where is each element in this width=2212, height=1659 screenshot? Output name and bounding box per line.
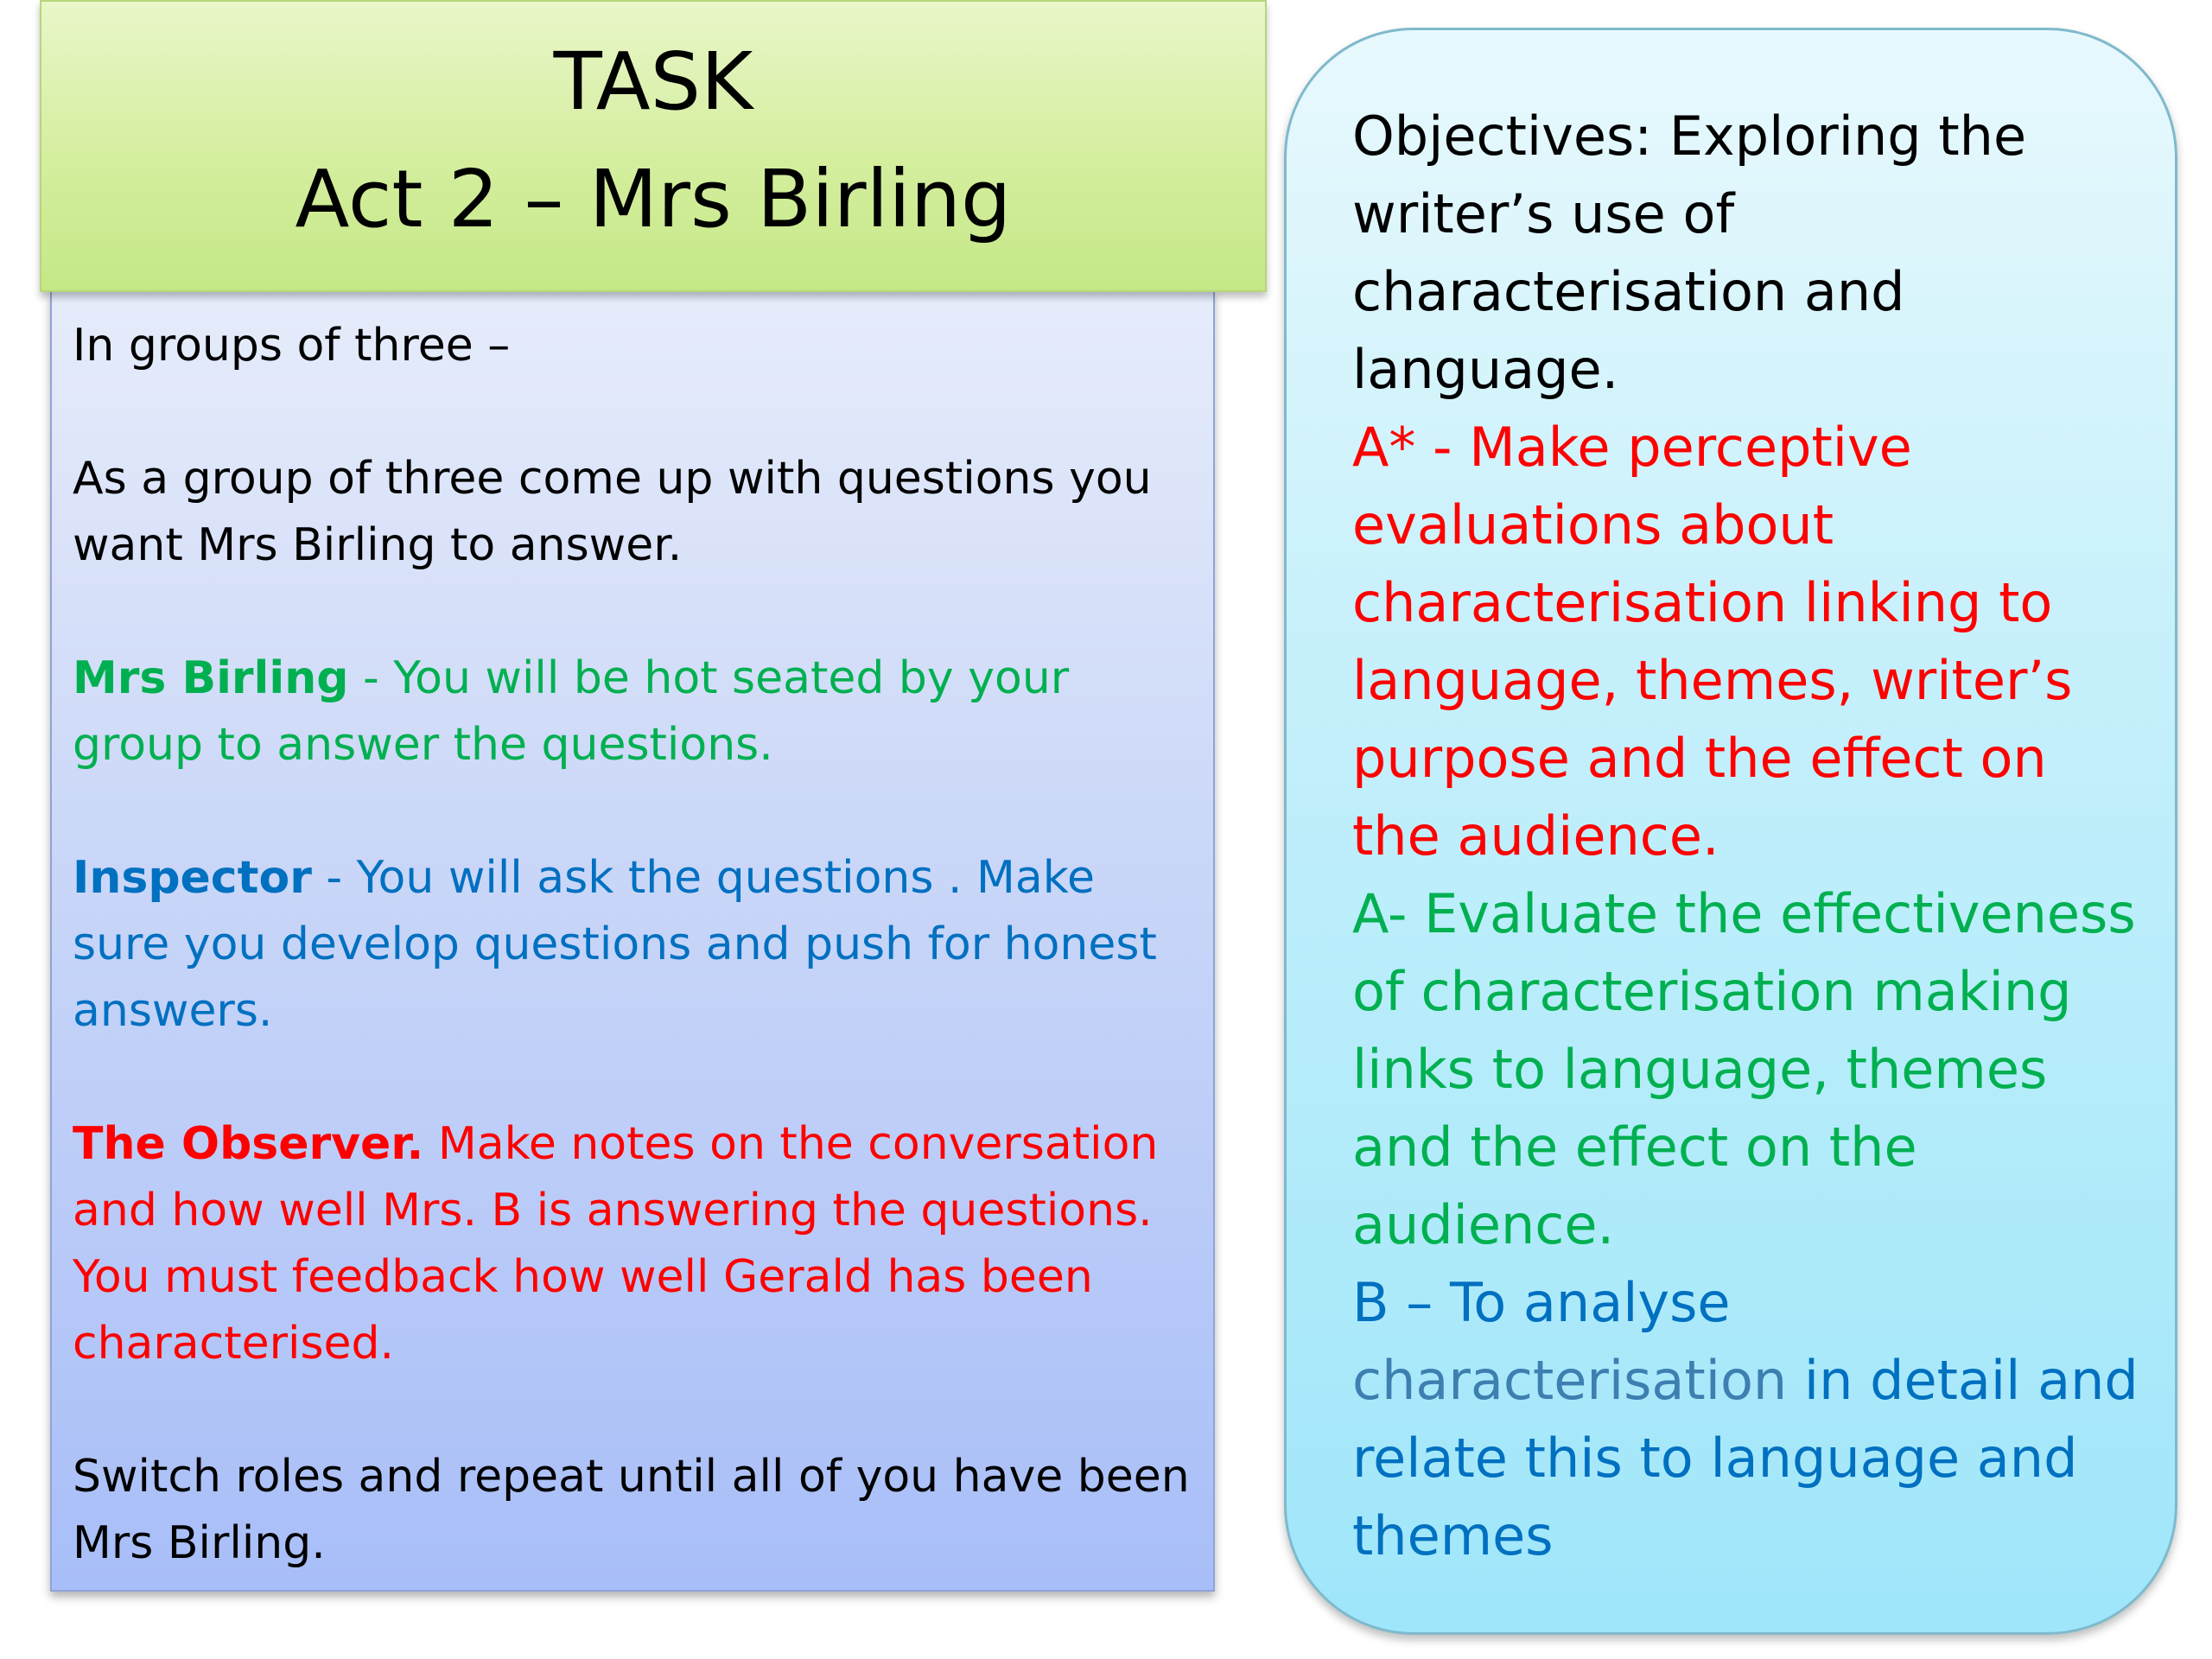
objective-a: A- Evaluate the effectiveness of characterisation making links to language, themes and the effect on the audience.	[1352, 882, 2136, 1256]
task-intro: In groups of three –	[73, 320, 511, 372]
objective-b-end: in detail and relate this to language and themes	[1352, 1349, 2139, 1567]
role-mrs-birling-name: Mrs Birling	[73, 652, 349, 704]
role-observer-name: The Observer.	[73, 1118, 424, 1170]
objective-b	[1352, 1264, 2149, 1575]
role-mrs-birling	[73, 645, 1192, 779]
title-box	[40, 0, 1267, 292]
title-task: TASK	[553, 35, 753, 128]
task-instruction: As a group of three come up with questions you want Mrs Birling to answer.	[73, 453, 1152, 571]
role-mrs-birling-text: - You will be hot seated by your group to answer the questions.	[73, 652, 1070, 771]
role-inspector-text: - You will ask the questions . Make sure you develop questions and push for honest answers.	[73, 852, 1157, 1037]
role-observer-text: Make notes on the conversation and how well Mrs. B is answering the questions. You must feedback how well Gerald has been characterised.	[73, 1118, 1159, 1370]
objective-b-muted: characterisation	[1352, 1349, 1788, 1412]
objective-a-star: A* - Make perceptive evaluations about characterisation linking to language, themes, writer’s purpose and the effect on the audience.	[1352, 416, 2073, 868]
objective-b-start: B – To analyse	[1352, 1271, 1731, 1334]
title-act: Act 2 – Mrs Birling	[295, 153, 1012, 245]
task-closing: Switch roles and repeat until all of you have been Mrs Birling.	[73, 1451, 1190, 1569]
role-observer	[73, 1111, 1192, 1377]
objectives-box	[1284, 28, 2177, 1635]
task-instructions-box	[50, 290, 1215, 1592]
role-inspector	[73, 845, 1192, 1045]
role-inspector-name: Inspector	[73, 852, 312, 904]
objectives-heading: Objectives: Exploring the writer’s use of characterisation and language.	[1352, 105, 2027, 401]
